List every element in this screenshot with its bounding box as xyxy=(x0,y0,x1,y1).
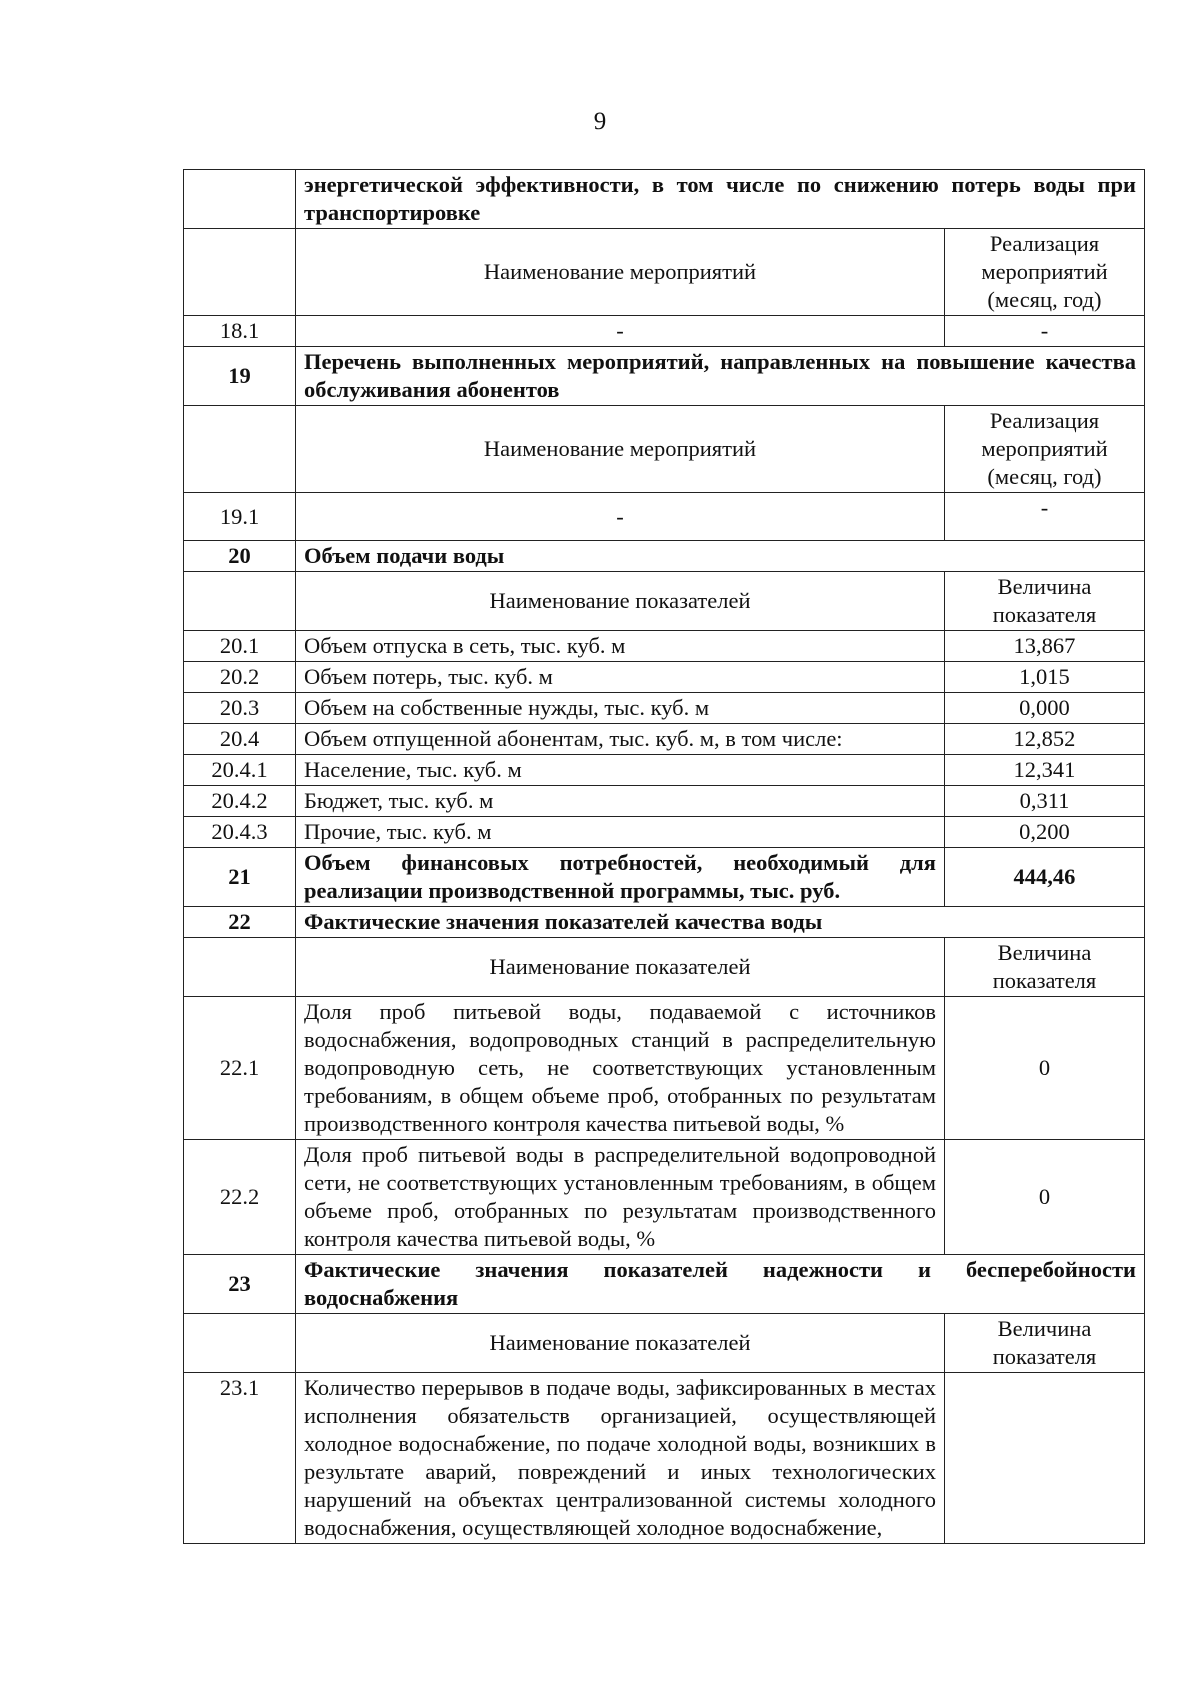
page-number: 9 xyxy=(593,108,607,135)
column-header-value: Величина показателя xyxy=(944,572,1144,631)
row-value xyxy=(944,1373,1144,1544)
row-number-cell xyxy=(184,938,296,997)
row-number: 20.2 xyxy=(184,662,296,693)
row-number-cell xyxy=(184,1314,296,1373)
row-name: Доля проб питьевой воды в распределительной водопроводной сети, не соответствующих установленным требованиям, в общем объеме проб, отобранных по результатам производственного контроля качества питьевой воды, % xyxy=(296,1140,945,1255)
section-title: Объем финансовых потребностей, необходимый для реализации производственной программы, тыс. руб. xyxy=(296,848,945,907)
row-number: 18.1 xyxy=(184,316,296,347)
row-value: 12,852 xyxy=(944,724,1144,755)
row-number-cell xyxy=(184,229,296,316)
section-number: 22 xyxy=(184,907,296,938)
column-header-name: Наименование показателей xyxy=(296,1314,945,1373)
column-header-name: Наименование мероприятий xyxy=(296,406,945,493)
row-value: - xyxy=(944,493,1144,541)
table-row xyxy=(184,786,1145,817)
row-number: 22.2 xyxy=(184,1140,296,1255)
row-number: 22.1 xyxy=(184,997,296,1140)
header-row xyxy=(184,938,1145,997)
column-header-value: Величина показателя xyxy=(944,1314,1144,1373)
section-row xyxy=(184,541,1145,572)
row-number: 20.4.3 xyxy=(184,817,296,848)
row-name: Объем потерь, тыс. куб. м xyxy=(296,662,945,693)
header-row xyxy=(184,1314,1145,1373)
table-row xyxy=(184,170,1145,229)
row-number: 20.3 xyxy=(184,693,296,724)
row-name: Объем на собственные нужды, тыс. куб. м xyxy=(296,693,945,724)
column-header-realization: Реализация мероприятий (месяц, год) xyxy=(944,229,1144,316)
table-row xyxy=(184,1373,1145,1544)
table-row xyxy=(184,817,1145,848)
section-title: Фактические значения показателей надежности и бесперебойности водоснабжения xyxy=(296,1255,1145,1314)
row-number: 19.1 xyxy=(184,493,296,541)
column-header-value: Величина показателя xyxy=(944,938,1144,997)
row-name: Количество перерывов в подаче воды, зафиксированных в местах исполнения обязательств организацией, осуществляющей холодное водоснабжение, по подаче холодной воды, возникших в результате аварий, повреждений и иных технологических нарушений на объектах централизованной системы холодного водоснабжения, осуществляющей холодное водоснабжение, xyxy=(296,1373,945,1544)
table-row xyxy=(184,493,1145,541)
row-value: 12,341 xyxy=(944,755,1144,786)
row-value: 0 xyxy=(944,997,1144,1140)
row-value: 0,200 xyxy=(944,817,1144,848)
column-header-name: Наименование мероприятий xyxy=(296,229,945,316)
section-row xyxy=(184,848,1145,907)
section-row xyxy=(184,907,1145,938)
section-number: 21 xyxy=(184,848,296,907)
column-header-realization: Реализация мероприятий (месяц, год) xyxy=(944,406,1144,493)
row-number: 20.4 xyxy=(184,724,296,755)
row-value: 0,311 xyxy=(944,786,1144,817)
table-row xyxy=(184,693,1145,724)
column-header-name: Наименование показателей xyxy=(296,938,945,997)
section-number: 19 xyxy=(184,347,296,406)
row-number: 20.4.2 xyxy=(184,786,296,817)
table-row xyxy=(184,997,1145,1140)
section-number: 23 xyxy=(184,1255,296,1314)
row-value: 1,015 xyxy=(944,662,1144,693)
table-row xyxy=(184,755,1145,786)
row-value: - xyxy=(944,316,1144,347)
row-name: Бюджет, тыс. куб. м xyxy=(296,786,945,817)
section-title: Фактические значения показателей качества воды xyxy=(296,907,1145,938)
production-program-table xyxy=(183,169,1145,1544)
row-number-cell xyxy=(184,406,296,493)
row-name: - xyxy=(296,493,945,541)
row-value: 0,000 xyxy=(944,693,1144,724)
header-row xyxy=(184,229,1145,316)
row-value: 13,867 xyxy=(944,631,1144,662)
section-title: Объем подачи воды xyxy=(296,541,1145,572)
table-row xyxy=(184,724,1145,755)
row-number: 23.1 xyxy=(184,1373,296,1544)
header-row xyxy=(184,406,1145,493)
header-row xyxy=(184,572,1145,631)
table-row xyxy=(184,316,1145,347)
table-row xyxy=(184,631,1145,662)
section-title-continued: энергетической эффективности, в том числе по снижению потерь воды при транспортировке xyxy=(296,170,1145,229)
row-name: - xyxy=(296,316,945,347)
table-row xyxy=(184,662,1145,693)
row-number: 20.4.1 xyxy=(184,755,296,786)
row-name: Прочие, тыс. куб. м xyxy=(296,817,945,848)
section-number: 20 xyxy=(184,541,296,572)
row-name: Объем отпуска в сеть, тыс. куб. м xyxy=(296,631,945,662)
section-title: Перечень выполненных мероприятий, направленных на повышение качества обслуживания абонентов xyxy=(296,347,1145,406)
row-number-cell xyxy=(184,170,296,229)
section-value: 444,46 xyxy=(944,848,1144,907)
row-value: 0 xyxy=(944,1140,1144,1255)
section-row xyxy=(184,347,1145,406)
column-header-name: Наименование показателей xyxy=(296,572,945,631)
row-number-cell xyxy=(184,572,296,631)
row-name: Население, тыс. куб. м xyxy=(296,755,945,786)
section-row xyxy=(184,1255,1145,1314)
row-number: 20.1 xyxy=(184,631,296,662)
row-name: Доля проб питьевой воды, подаваемой с источников водоснабжения, водопроводных станций в распределительную водопроводную сеть, не соответствующих установленным требованиям, в общем объеме проб, отобранных по результатам производственного контроля качества питьевой воды, % xyxy=(296,997,945,1140)
row-name: Объем отпущенной абонентам, тыс. куб. м, в том числе: xyxy=(296,724,945,755)
table-row xyxy=(184,1140,1145,1255)
